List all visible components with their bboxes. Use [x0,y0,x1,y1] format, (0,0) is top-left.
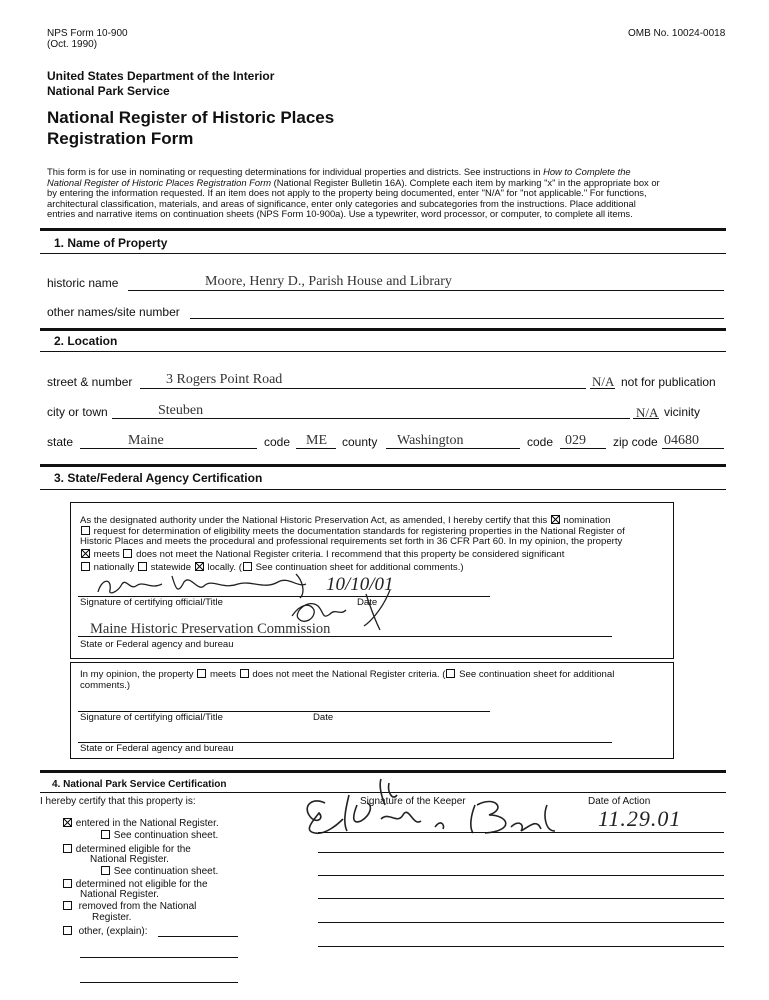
vicinity-line [633,418,659,419]
keeper-line [318,898,724,899]
historic-name-line [128,290,724,291]
county-code-line [560,448,606,449]
county-label: county [342,435,378,449]
continuation-option[interactable]: See continuation sheet. [100,830,218,841]
not-for-publication-label: not for publication [621,375,716,389]
state-code-field[interactable]: ME [306,433,327,448]
divider [40,228,726,231]
historic-name-field[interactable]: Moore, Henry D., Parish House and Library [205,274,452,289]
date-of-action-value: 11.29.01 [598,806,682,831]
state-line [80,448,257,449]
street-line [140,388,586,389]
keeper-line [318,922,724,923]
divider [40,770,726,773]
certification-date: 10/10/01 [326,574,394,595]
opinion-statement: In my opinion, the property meets does not meet the National Register criteria. ( See continuation sheet for additional comments.) [80,669,615,691]
removed-checkbox[interactable] [63,901,72,910]
zip-field[interactable]: 04680 [664,433,699,448]
signature-label: Signature of certifying official/Title [80,712,223,723]
continuation-option[interactable]: See continuation sheet. [100,866,218,877]
county-code-label: code [527,435,554,449]
eligible-option-line2: National Register. [90,854,169,865]
other-option[interactable]: other, (explain): [62,926,148,937]
removed-option[interactable]: removed from the National [62,901,196,912]
certifying-agency-field[interactable]: Maine Historic Preservation Commission [90,621,331,637]
agency-label: State or Federal agency and bureau [80,639,234,650]
continuation-checkbox[interactable] [101,830,110,839]
date-label: Date [313,712,334,723]
form-number: NPS Form 10-900 [47,28,128,39]
zip-line [662,448,724,449]
divider [40,328,726,331]
opinion-meets-checkbox[interactable] [197,669,206,678]
other-names-line [190,318,724,319]
state-label: state [47,435,74,449]
does-not-meet-checkbox[interactable] [123,549,132,558]
not-eligible-checkbox[interactable] [63,879,72,888]
opinion-does-not-meet-checkbox[interactable] [240,669,249,678]
meets-checkbox[interactable] [81,549,90,558]
explain-line [80,982,238,983]
entered-option[interactable]: entered in the National Register. [62,818,219,829]
continuation-checkbox[interactable] [101,866,110,875]
vicinity-field[interactable]: N/A [636,405,659,420]
state-code-line [296,448,336,449]
other-explain-line [158,936,238,937]
not-eligible-option[interactable]: determined not eligible for the [62,879,208,890]
city-field[interactable]: Steuben [158,403,204,418]
section-3-heading: 3. State/Federal Agency Certification [54,471,263,485]
historic-name-label: historic name [47,276,119,290]
agency-label: State or Federal agency and bureau [80,743,234,754]
city-line [112,418,630,419]
date-label: Date [357,597,378,608]
eligible-checkbox[interactable] [63,844,72,853]
opinion-continuation-checkbox[interactable] [446,669,455,678]
keeper-line [318,832,724,833]
not-for-publication-field[interactable]: N/A [592,374,615,389]
county-line [386,448,520,449]
service-name: National Park Service [47,84,170,98]
explain-line [80,957,238,958]
street-label: street & number [47,375,133,389]
nationally-checkbox[interactable] [81,562,90,571]
form-date: (Oct. 1990) [47,39,98,50]
signature-label: Signature of certifying official/Title [80,597,223,608]
not-for-publication-line [590,388,615,389]
nomination-checkbox[interactable] [551,515,560,524]
date-of-action-label: Date of Action [588,796,651,807]
keeper-line [318,852,724,853]
omb-number: OMB No. 10024-0018 [628,28,726,39]
section-1-heading: 1. Name of Property [54,236,168,250]
vicinity-label: vicinity [664,405,701,419]
keeper-signature [285,775,575,845]
request-checkbox[interactable] [81,526,90,535]
removed-option-line2: Register. [92,912,132,923]
divider [40,489,726,490]
eligible-option[interactable]: determined eligible for the [62,844,191,855]
section-2-heading: 2. Location [54,334,118,348]
state-code-label: code [264,435,291,449]
section-4-heading: 4. National Park Service Certification [52,779,227,790]
certify-label: I hereby certify that this property is: [40,796,196,807]
divider [40,464,726,467]
instructions-paragraph: This form is for use in nominating or requesting determinations for individual properties and districts. See instructions in How to Complete the National Register of Historic Places Registration Form (National Register Bulletin 16A). Complete each item by marking "x" in the appropriate box or by entering the information requested. If an item does not apply to the property being documented, enter "N/A" for "not applicable." For functions, architectural classification, materials, and areas of significance, enter only categories and subcategories from the instructions. Place additional entries and narrative items on continuation sheets (NPS Form 10-900a). Use a typewriter, word processor, or computer, to complete all items. [47,166,660,219]
certification-statement: As the designated authority under the National Historic Preservation Act, as amended, I hereby certify that this nomination request for determination of eligibility meets the documentation standards for registering properties in the National Register of Historic Places and meets the procedural and professional requirements set forth in 36 CFR Part 60. In my opinion, the property meets does not meet the National Register criteria. I recommend that this property be considered significant nationally statewide locally. ( See continuation sheet for additional comments.) [80,515,625,574]
county-code-field[interactable]: 029 [565,433,586,448]
other-names-label: other names/site number [47,305,180,319]
department-name: United States Department of the Interior [47,69,275,83]
keeper-line [318,875,724,876]
keeper-line [318,946,724,947]
county-field[interactable]: Washington [397,433,464,448]
not-eligible-option-line2: National Register. [80,889,159,900]
divider [40,253,726,254]
state-field[interactable]: Maine [128,433,164,448]
form-title: National Register of Historic Places [47,108,335,127]
divider [40,351,726,352]
agency-line [78,636,612,637]
keeper-label: Signature of the Keeper [360,796,466,807]
city-label: city or town [47,405,108,419]
street-field[interactable]: 3 Rogers Point Road [166,372,283,387]
entered-checkbox[interactable] [63,818,72,827]
form-subtitle: Registration Form [47,129,194,148]
other-checkbox[interactable] [63,926,72,935]
zip-label: zip code [613,435,658,449]
